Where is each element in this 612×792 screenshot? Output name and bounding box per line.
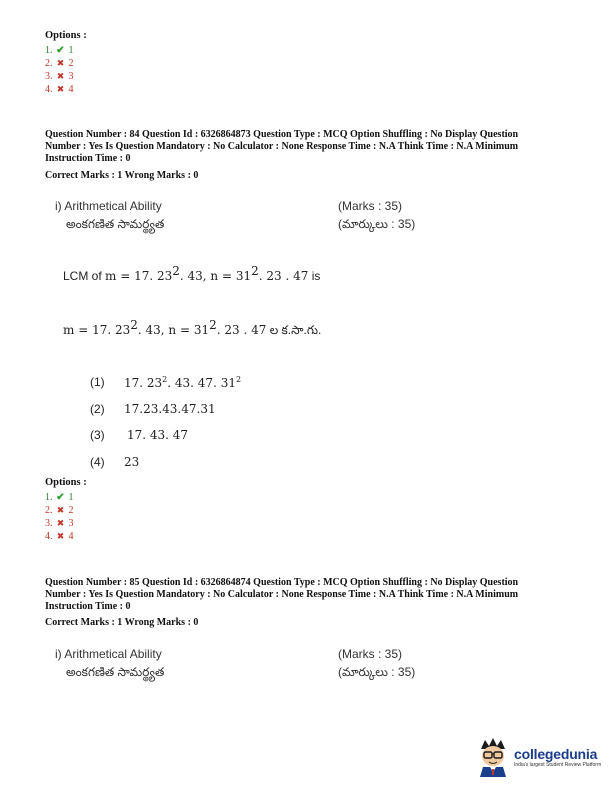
section-marks-telugu: (మార్కులు : 35) (338, 665, 416, 679)
question-84-marks: Correct Marks : 1 Wrong Marks : 0 (45, 170, 199, 181)
cross-icon: ✖ (56, 531, 65, 541)
question-84-meta (45, 129, 575, 165)
option-number: 4. (45, 531, 53, 542)
option-number: 2. (45, 58, 53, 69)
option-1[interactable] (45, 491, 74, 504)
meta-line: Number : Yes Is Question Mandatory : No Calculator : None Response Time : N.A Think Time : N.A Minimum (45, 589, 519, 600)
choice-number: (1) (90, 375, 105, 389)
choice-text: 17. 43. 47 (127, 428, 189, 442)
meta-line: Question Number : 84 Question Id : 6326864873 Question Type : MCQ Option Shuffling : No Display Question (45, 129, 519, 140)
section-marks-telugu: (మార్కులు : 35) (338, 217, 416, 231)
question-85-meta (45, 577, 575, 613)
choice-3[interactable] (90, 428, 188, 442)
section-marks: (Marks : 35) (338, 647, 403, 661)
cross-icon: ✖ (56, 518, 65, 528)
option-value: 1 (68, 492, 74, 503)
option-number: 2. (45, 505, 53, 516)
option-value: 1 (68, 45, 74, 56)
meta-line: Number : Yes Is Question Mandatory : No Calculator : None Response Time : N.A Think Time : N.A Minimum (45, 141, 519, 152)
choice-number: (2) (90, 402, 105, 416)
option-value: 2 (68, 505, 74, 516)
cross-icon: ✖ (56, 58, 65, 68)
choice-number: (4) (90, 455, 105, 469)
options-list (45, 44, 74, 96)
section-title: i) Arithmetical Ability (55, 199, 162, 213)
logo-tagline: India's largest Student Review Platform (514, 762, 602, 768)
choice-2[interactable] (90, 402, 216, 416)
choice-number: (3) (90, 428, 105, 442)
section-marks: (Marks : 35) (338, 199, 403, 213)
section-title-telugu: అంకగణిత సామర్థ్యత (66, 665, 165, 679)
cross-icon: ✖ (56, 84, 65, 94)
option-3[interactable] (45, 70, 74, 83)
option-4[interactable] (45, 530, 74, 543)
option-value: 2 (68, 58, 74, 69)
cross-icon: ✖ (56, 505, 65, 515)
option-value: 3 (68, 518, 74, 529)
meta-line: Instruction Time : 0 (45, 153, 131, 164)
options-title: Options : (45, 30, 87, 41)
option-value: 4 (68, 531, 74, 542)
question-text-telugu: m = 17. $23^2$. 43, $n = 31^2$. 23 . 47 ల క.సా.గు. (63, 318, 322, 337)
check-icon: ✔ (56, 45, 65, 56)
section-title: i) Arithmetical Ability (55, 647, 162, 661)
logo-name: collegedunia (514, 746, 598, 762)
choice-text: 17. $23^2$. 43. 47. $31^2$ (124, 375, 242, 390)
meta-line: Question Number : 85 Question Id : 6326864874 Question Type : MCQ Option Shuffling : No Display Question (45, 577, 519, 588)
section-title-telugu: అంకగణిత సామర్థ్యత (66, 217, 165, 231)
choice-text: 17.23.43.47.31 (124, 402, 216, 416)
option-4[interactable] (45, 83, 74, 96)
meta-line: Instruction Time : 0 (45, 601, 131, 612)
option-value: 3 (68, 71, 74, 82)
options-title: Options : (45, 477, 87, 488)
option-number: 4. (45, 84, 53, 95)
option-2[interactable] (45, 504, 74, 517)
cross-icon: ✖ (56, 71, 65, 81)
choice-4[interactable] (90, 455, 139, 469)
check-icon: ✔ (56, 492, 65, 503)
question-85-marks: Correct Marks : 1 Wrong Marks : 0 (45, 617, 199, 628)
mascot-icon (476, 737, 510, 777)
option-3[interactable] (45, 517, 74, 530)
option-1[interactable] (45, 44, 74, 57)
question-text: LCM of m = 17. $23^2$. 43, $n = 31^2$. 23 . 47 is (63, 264, 321, 283)
option-number: 3. (45, 518, 53, 529)
option-number: 3. (45, 71, 53, 82)
choice-text: 23 (124, 455, 140, 469)
options-list (45, 491, 74, 543)
collegedunia-logo[interactable] (476, 737, 601, 777)
choice-1[interactable] (90, 375, 241, 390)
option-value: 4 (68, 84, 74, 95)
option-2[interactable] (45, 57, 74, 70)
option-number: 1. (45, 492, 53, 503)
option-number: 1. (45, 45, 53, 56)
